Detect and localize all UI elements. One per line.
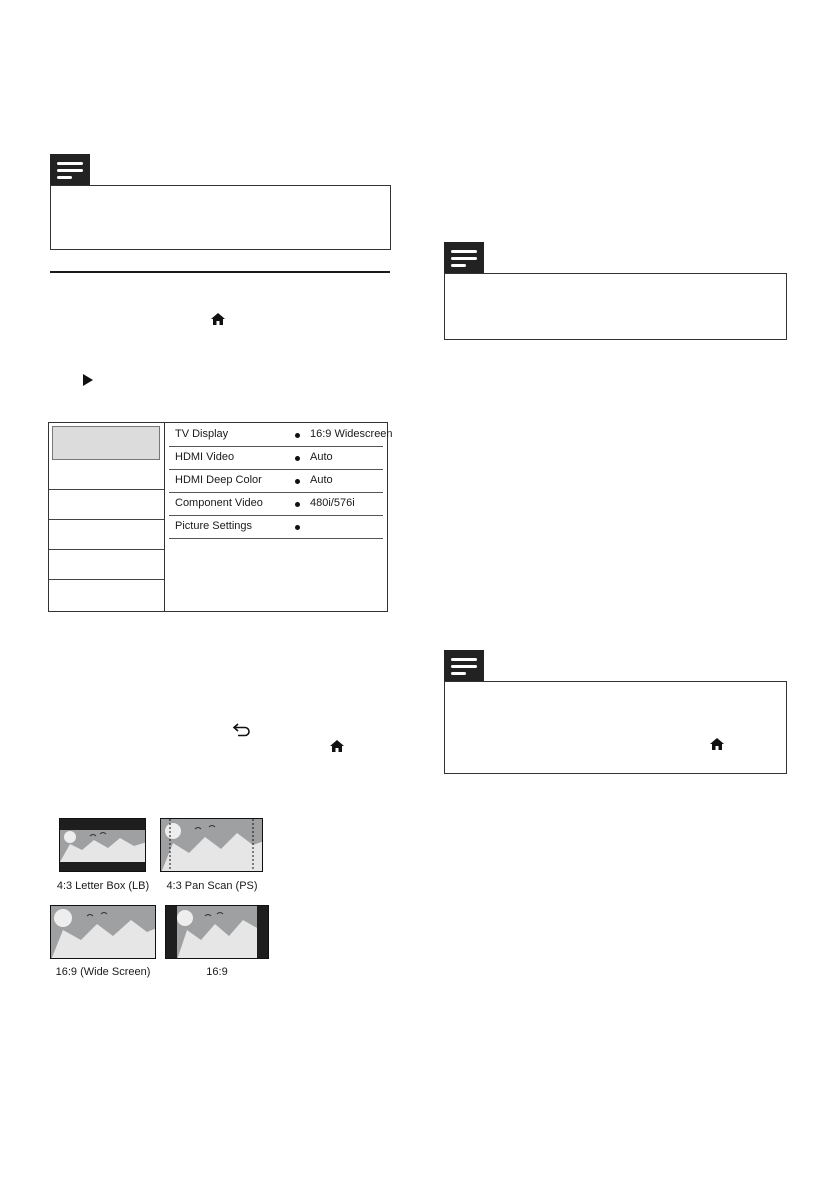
menu-row-hdmi-deep-color[interactable] — [169, 471, 383, 493]
home-icon — [709, 737, 725, 751]
menu-category[interactable] — [49, 580, 164, 611]
menu-row-label: Component Video — [175, 497, 263, 509]
menu-category[interactable] — [49, 490, 164, 520]
menu-row-value: 16:9 Widescreen — [310, 428, 393, 440]
bullet-icon — [295, 502, 300, 507]
menu-row-hdmi-video[interactable] — [169, 448, 383, 470]
note-icon — [444, 650, 484, 682]
video-setup-menu — [48, 422, 393, 612]
bullet-icon — [295, 479, 300, 484]
aspect-thumb-panscan — [160, 818, 263, 872]
menu-row-picture-settings[interactable] — [169, 517, 383, 539]
bullet-icon — [295, 525, 300, 530]
aspect-thumb-widescreen — [50, 905, 156, 959]
home-icon — [329, 739, 345, 753]
note-icon — [444, 242, 484, 274]
note-box-1 — [50, 154, 390, 250]
menu-row-component-video[interactable] — [169, 494, 383, 516]
note-box-3 — [444, 650, 786, 774]
menu-category-list — [49, 423, 165, 611]
menu-category[interactable] — [49, 520, 164, 550]
aspect-thumb-letterbox — [59, 818, 146, 872]
menu-row-value: Auto — [310, 474, 333, 486]
aspect-caption: 16:9 (Wide Screen) — [55, 966, 151, 978]
play-icon — [82, 373, 94, 387]
menu-category[interactable] — [49, 550, 164, 580]
note-icon — [50, 154, 90, 186]
aspect-caption: 4:3 Letter Box (LB) — [56, 880, 150, 892]
aspect-caption: 16:9 — [206, 966, 228, 978]
menu-row-value: 480i/576i — [310, 497, 355, 509]
menu-row-value: Auto — [310, 451, 333, 463]
menu-row-tv-display[interactable] — [169, 425, 393, 447]
back-icon — [232, 723, 252, 737]
menu-category[interactable] — [49, 460, 164, 490]
menu-row-label: Picture Settings — [175, 520, 253, 532]
bullet-icon — [295, 433, 300, 438]
home-icon — [210, 312, 226, 326]
menu-row-label: TV Display — [175, 428, 229, 440]
section-divider — [50, 271, 390, 273]
menu-category-selected[interactable] — [52, 426, 160, 460]
aspect-caption: 4:3 Pan Scan (PS) — [166, 880, 258, 892]
note-box-2 — [444, 242, 786, 340]
bullet-icon — [295, 456, 300, 461]
menu-row-label: HDMI Video — [175, 451, 235, 463]
aspect-thumb-16-9 — [165, 905, 269, 959]
menu-row-label: HDMI Deep Color — [175, 474, 262, 486]
